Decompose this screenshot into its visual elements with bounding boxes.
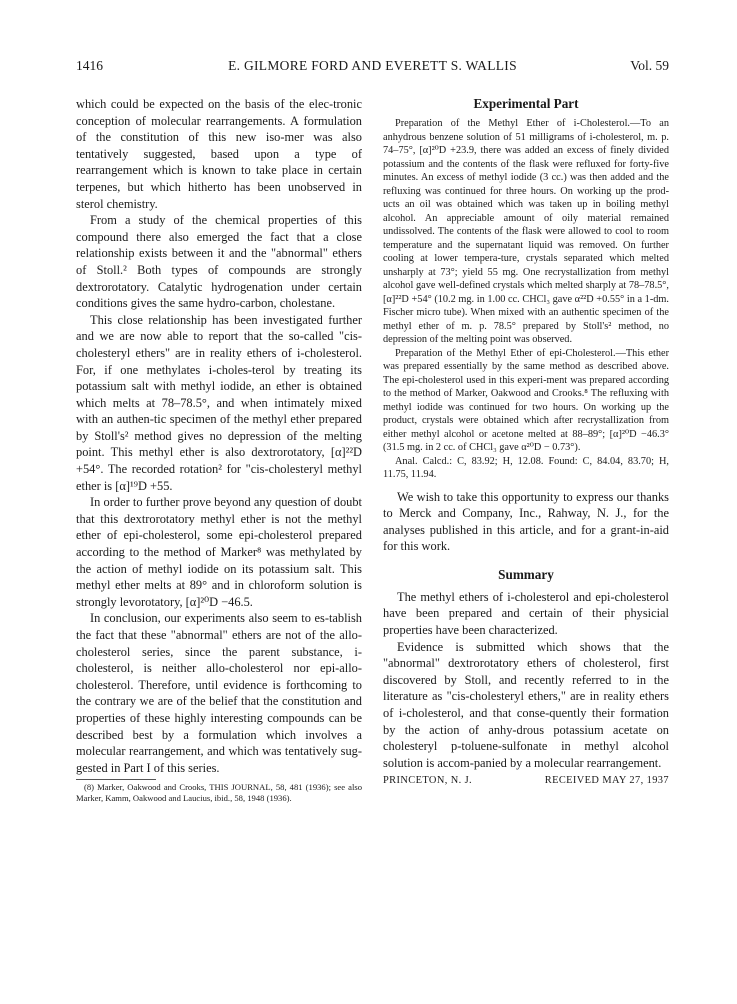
page-header bbox=[76, 58, 669, 78]
body-paragraph: In order to further prove beyond any question of doubt that this dextrorotatory methyl ether is not the methyl ether of epi-cholesterol, some epi-cholesterol prepared according to the method of Marker⁸ was methylated by the action of methyl iodide on its potassium salt. This methyl ether melts at 89° and in chloroform solution is strongly levorotatory, [α]²⁰D −46.5. bbox=[76, 495, 362, 609]
volume-label: Vol. 59 bbox=[630, 58, 669, 73]
page-number: 1416 bbox=[76, 58, 103, 73]
left-column bbox=[76, 96, 362, 804]
received-date: RECEIVED MAY 27, 1937 bbox=[544, 775, 669, 787]
experimental-paragraph: Preparation of the Methyl Ether of i-Cholesterol.—To an anhydrous benzene solution of 51 milligrams of i-cholesterol, m. p. 74–75°, [α]²⁰D +23.9, there was added an excess of finely divided potassium and the contents of the flask were refluxed for forty-five minutes. An excess of methyl iodide (3 cc.) was then added and the refluxing was continued for three hours. On working up the prod-ucts an oil was obtained which was taken up in boiling methyl alcohol. An appreciable amount of oily material remained undissolved. The contents of the flask were allowed to cool to room temperature and the supernatant liquid was removed. On further cooling at lower tempera-ture, crystals separated which melted unsharply at 73°; yield 55 mg. One recrystallization from methyl alcohol gave well-defined crystals which melted sharply at 78–78.5°, [α]²²D +54° (10.2 mg. in 1.00 cc. CHCl₃ gave α²²D +0.55° in a 1-dm. Fischer micro tube). When mixed with an authentic specimen of the methyl ether of m. p. 78.5° prepared by Stoll's² method, no depression of the melting point was observed. bbox=[383, 118, 669, 345]
summary-heading: Summary bbox=[498, 566, 554, 582]
experimental-heading: Experimental Part bbox=[473, 96, 579, 111]
body-paragraph: which could be expected on the basis of the elec-tronic conception of molecular rearrangements. A formulation of the constitution of this new iso-mer was also tentatively suggested, based upon a type of rearrangement which is known to take place in certain terpenes, but which hitherto has been unobserved in sterol chemistry. bbox=[76, 97, 362, 211]
body-paragraph: In conclusion, our experiments also seem to es-tablish the fact that these "abnormal" ethers are not of the allo-cholesterol series, since the parent substance, i-cholesterol, is neither allo-cholesterol nor epi-allo-cholesterol. Therefore, until evidence is forthcoming to the contrary we are of the belief that the constitution and properties of these highly interesting compounds can be described best by a formulation which involves a molecular rearrangement, and which was tentatively sug-gested in Part I of this series. bbox=[76, 611, 362, 775]
acknowledgment-paragraph: We wish to take this opportunity to express our thanks to Merck and Company, Inc., Rahway, N. J., for the analyses published in this article, and for a grant-in-aid for this work. bbox=[383, 489, 669, 554]
summary-paragraph: Evidence is submitted which shows that the "abnormal" dextrorotatory ethers of cholesterol, first discovered by Stoll, and recently referred to in the literature as "cis-cholesteryl ethers," are in reality ethers of i-cholesterol, and that conse-quently their formation by the action of anhy-drous potassium acetate on cholesteryl p-toluene-sulfonate in methyl alcohol solution is accom-panied by a molecular rearrangement. bbox=[383, 639, 669, 770]
summary-paragraph: The methyl ethers of i-cholesterol and epi-cholesterol have been prepared and certain of their physicial properties have been characterized. bbox=[383, 589, 669, 638]
signoff-line bbox=[383, 775, 669, 789]
right-column bbox=[383, 96, 669, 789]
experimental-paragraph: Preparation of the Methyl Ether of epi-Cholesterol.—This ether was prepared essentially by the same method as described above. The epi-cholesterol used in this experi-ment was prepared according to the method of Marker, Oakwood and Crooks.⁸ The refluxing with methyl iodide was continued for two hours. On working up the product, crystals were obtained which after recrystallization from either methyl alcohol or acetone melted at 88–89°; [α]²⁰D −46.3° (31.5 mg. in 2 cc. of CHCl₃ gave α²⁰D − 0.73°). bbox=[383, 347, 669, 453]
body-paragraph: From a study of the chemical properties of this compound there also emerged the fact that a close relationship exists between it and the "abnormal" ethers of Stoll.² Both types of compounds are strongly dextrorotatory. Catalytic hydrogenation under certain conditions gives the same hydro-carbon, cholestane. bbox=[76, 213, 362, 311]
signoff-place: PRINCETON, N. J. bbox=[383, 775, 473, 787]
footnote: (8) Marker, Oakwood and Crooks, THIS JOURNAL, 58, 481 (1936); see also Marker, Kamm, Oakwood and Laucius, ibid., 58, 1948 (1936). bbox=[76, 782, 362, 803]
analysis-paragraph: Anal. Calcd.: C, 83.92; H, 12.08. Found: C, 84.04, 83.70; H, 11.75, 11.94. bbox=[383, 455, 669, 480]
footnote-rule bbox=[76, 779, 156, 780]
running-head-authors: E. GILMORE FORD AND EVERETT S. WALLIS bbox=[228, 58, 517, 73]
spacer bbox=[383, 482, 669, 489]
body-paragraph: This close relationship has been investigated further and we are now able to report that the so-called "cis-cholesteryl ethers" are in reality ethers of i-cholesterol. For, if one methylates i-choles-terol by treating its potassium salt with methyl iodide, an ether is obtained which melts at 78–78.5°, and when intimately mixed with an authen-tic specimen of the methyl ether prepared by Stoll's² method gives no depression of the melting point. This methyl ether is also dextrorotatory, [α]²²D +54°. The recorded rotation² for "cis-cholesteryl methyl ether is [α]¹⁹D +55. bbox=[76, 312, 362, 493]
